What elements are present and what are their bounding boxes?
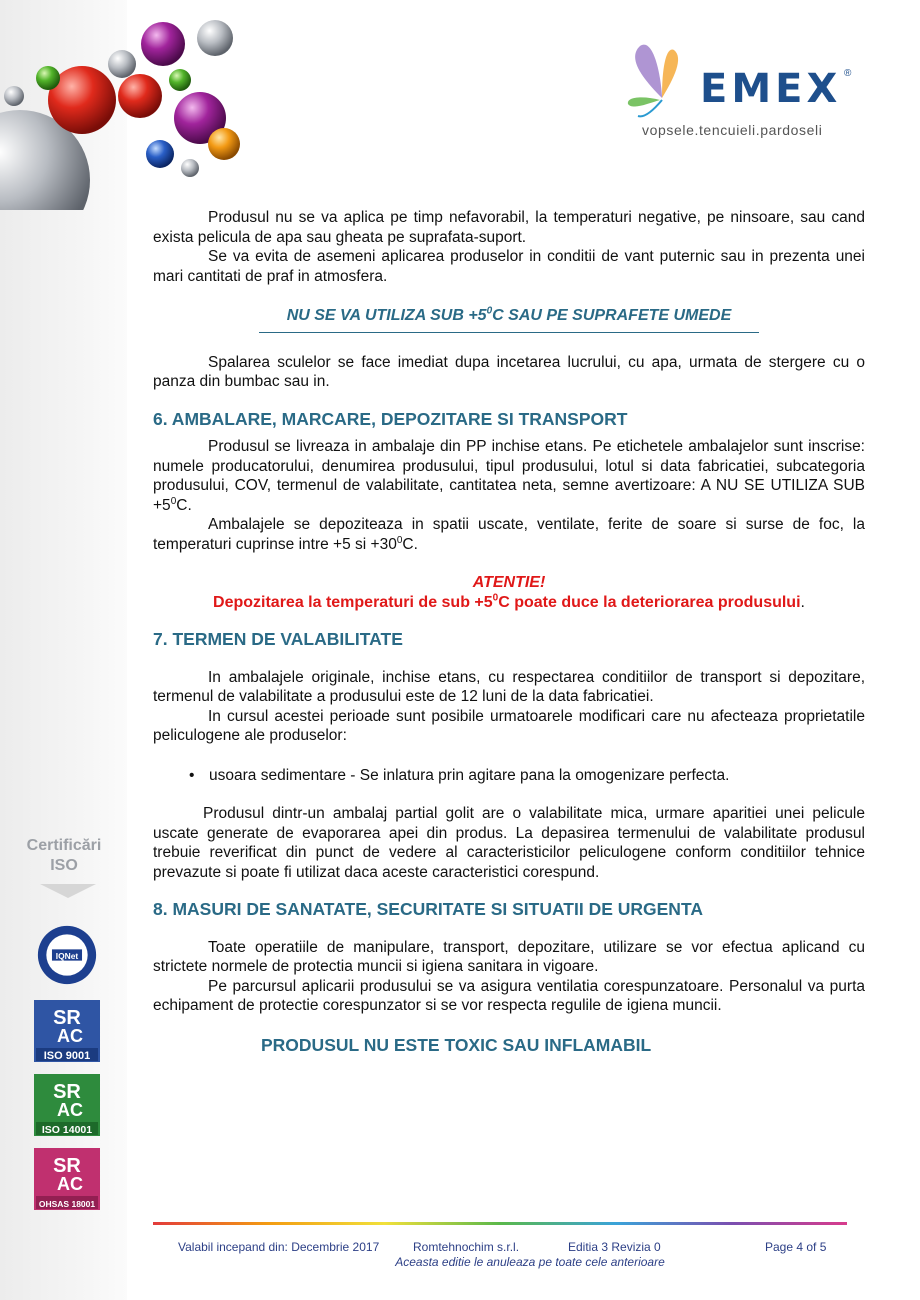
srac-ohsas18001-badge [34, 1148, 100, 1210]
paragraph-storage: Ambalajele se depoziteaza in spatii uscate, ventilate, ferite de soare si surse de foc, la temperaturi cuprinse intre +5 si $+30^0C$. [153, 516, 865, 553]
svg-text:SR: SR [53, 1155, 81, 1177]
list-item: • usoara sedimentare - Se inlatura prin agitare pana la omogenizare perfecta. [189, 766, 730, 784]
ohsas18001-label: OHSAS 18001 [38, 1199, 96, 1209]
svg-text:AC: AC [57, 1026, 83, 1046]
certifications-arrow-icon [40, 884, 96, 898]
svg-text:SR: SR [53, 1007, 81, 1029]
svg-text:AC: AC [57, 1100, 83, 1120]
section-8-heading: 8. MASURI DE SANATATE, SECURITATE SI SITUATII DE URGENTA [153, 899, 703, 919]
paragraph-modifications: In cursul acestei perioade sunt posibile urmatoarele modificari care nu afecteaza proprietatile peliculogene ale produselor: [153, 707, 865, 744]
footer-company: Romtehnochim s.r.l. [413, 1240, 520, 1254]
srac-iso14001-badge [34, 1074, 100, 1136]
footer-page-number: Page 4 of 5 [765, 1240, 827, 1254]
footer-note: Aceasta editie le anuleaza pe toate cele anterioare [395, 1255, 665, 1269]
paragraph-partial-package: Produsul dintr-un ambalaj partial golit are o valabilitate mica, urmare aparitiei unei pelicule uscate generate de evaporarea apei din produs. La depasirea termenului de valabilitate produsul trebuie reverificat din punct de vedere al caracteristicilor peliculogene conform conditiilor tehnice prevazute si poate fi utilizat daca aceste caracteristici corespund. [153, 805, 865, 881]
iso14001-label: ISO 14001 [41, 1124, 93, 1136]
paragraph-safety-rules: Toate operatiile de manipulare, transport, depozitare, utilizare se vor efectua aplicand cu strictete normele de protectia muncii si igiena sanitara in vigoare. [153, 938, 865, 975]
footer-valid-from: Valabil incepand din: Decembrie 2017 [178, 1240, 380, 1254]
footer-divider [153, 1222, 847, 1225]
svg-text:AC: AC [57, 1174, 83, 1194]
iqnet-badge [34, 924, 100, 986]
temperature-warning: NU SE VA UTILIZA SUB $+5^0C$ SAU PE SUPRAFETE UMEDE [286, 305, 732, 324]
paragraph-packaging: Produsul se livreaza in ambalaje din PP inchise etans. Pe etichetele ambalajelor sunt inscrise: numele producatorului, denumirea produsului, tipul produsului, lotul si data fabricatiei, subcategoria produsului, COV, termenul de valabilitate, cantitatea neta, semne avertizoare: A NU SE UTILIZA SUB $+5^0C$. [153, 438, 865, 514]
paragraph-wind: Se va evita de asemeni aplicarea produselor in conditii de vant puternic sau in prezenta unei mari cantitati de praf in atmosfera. [153, 248, 865, 285]
certifications-title: Certificări ISO [26, 837, 102, 874]
storage-warning: Depozitarea la temperaturi de sub $+5^0C$ poate duce la deteriorarea produsului. [213, 592, 805, 611]
emex-logo [622, 38, 862, 148]
paragraph-shelf-life: In ambalajele originale, inchise etans, cu respectarea conditiilor de transport si depozitare, termenul de valabilitate a produsului este de 12 luni de la data fabricatiei. [153, 668, 865, 705]
iso9001-label: ISO 9001 [43, 1050, 91, 1062]
footer-edition: Editia 3 Revizia 0 [568, 1240, 661, 1254]
paragraph-weather: Produsul nu se va aplica pe timp nefavorabil, la temperaturi negative, pe ninsoare, sau cand exista pelicula de apa sau gheata pe suprafata-suport. [153, 209, 865, 246]
srac-iso9001-badge [34, 1000, 100, 1062]
document-body [153, 208, 865, 1055]
bullet-icon: • [189, 766, 195, 784]
section-6-heading: 6. AMBALARE, MARCARE, DEPOZITARE SI TRANSPORT [153, 408, 628, 429]
logo-tagline: vopsele.tencuieli.pardoseli [642, 122, 823, 138]
butterfly-icon [622, 38, 702, 118]
svg-text:SR: SR [53, 1081, 81, 1103]
attention-label: ATENTIE! [472, 574, 546, 591]
paragraph-ventilation: Pe parcursul aplicarii produsului se va asigura ventilatia corespunzatoare. Personalul va purta echipament de protectie corespunzator si se vor respecta regulile de igiena muncii. [153, 977, 865, 1014]
paragraph-tool-cleaning: Spalarea sculelor se face imediat dupa incetarea lucrului, cu apa, urmata de stergere cu o panza din bumbac sau in. [153, 353, 865, 390]
iqnet-badge-text: IQNet [55, 950, 79, 961]
section-7-heading: 7. TERMEN DE VALABILITATE [153, 629, 403, 649]
decorative-spheres-image [0, 0, 260, 210]
registered-mark: ® [844, 68, 852, 79]
logo-wordmark: EMEX [700, 66, 842, 112]
non-toxic-statement: PRODUSUL NU ESTE TOXIC SAU INFLAMABIL [261, 1034, 652, 1055]
